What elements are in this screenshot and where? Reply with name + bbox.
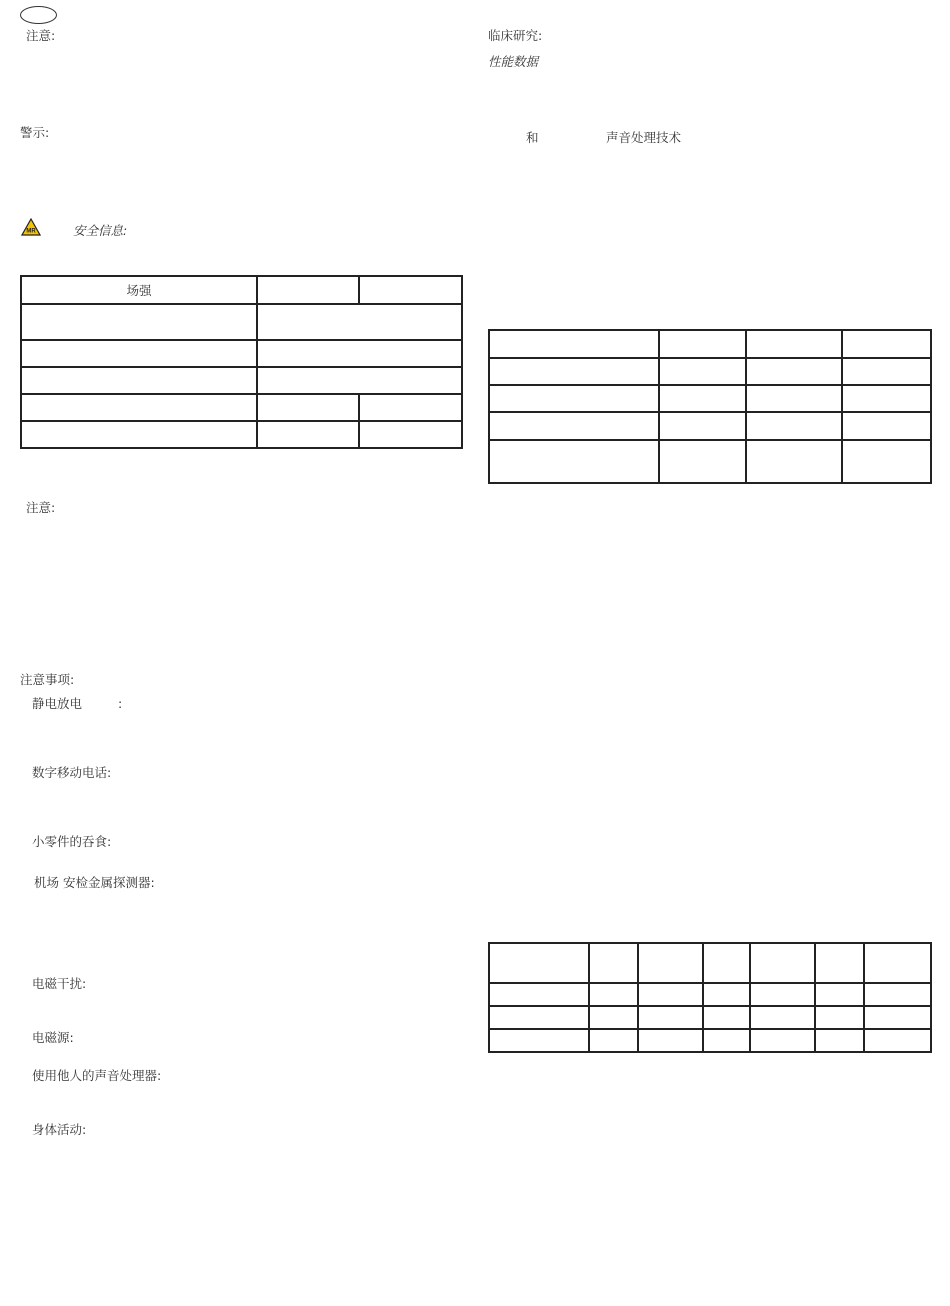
physical-activity-label: 身体活动: (32, 1122, 87, 1137)
table-cell (746, 385, 842, 412)
table-cell (750, 1029, 815, 1052)
esd-colon: : (118, 696, 123, 711)
table-cell (703, 983, 750, 1006)
table-cell (638, 943, 703, 983)
table-cell (489, 943, 589, 983)
table-cell (489, 983, 589, 1006)
digital-mobile-label: 数字移动电话: (32, 765, 112, 780)
table-cell (257, 394, 359, 421)
table-header-field-strength: 场强 (21, 276, 257, 304)
table-cell (703, 1006, 750, 1029)
table-cell (489, 1029, 589, 1052)
table-cell (815, 1006, 864, 1029)
table-cell (659, 412, 746, 440)
performance-data-label: 性能数据 (488, 54, 539, 69)
table-cell (659, 440, 746, 483)
table-cell (703, 943, 750, 983)
table-cell (489, 1006, 589, 1029)
table-row (21, 367, 462, 394)
table-cell (638, 1006, 703, 1029)
warning-label: 警示: (20, 125, 50, 140)
table-cell (842, 412, 931, 440)
table-row (21, 276, 462, 304)
table-cell (659, 330, 746, 358)
table-cell (864, 983, 931, 1006)
table-cell (746, 330, 842, 358)
table-cell (750, 1006, 815, 1029)
table-row (489, 358, 931, 385)
table-cell (638, 1029, 703, 1052)
table-row (21, 421, 462, 448)
table-cell (750, 943, 815, 983)
table-cell (489, 385, 659, 412)
table-cell (21, 421, 257, 448)
safety-info-label: 安全信息: (73, 223, 128, 238)
table-cell (815, 943, 864, 983)
table-cell (864, 943, 931, 983)
table-cell (659, 385, 746, 412)
table-cell (815, 983, 864, 1006)
sound-processing-label: 声音处理技术 (606, 130, 682, 145)
svg-text:MR: MR (26, 228, 36, 235)
table-row (489, 943, 931, 983)
caution-label-2: 注意: (26, 500, 56, 515)
table-row (21, 340, 462, 367)
table-row (489, 330, 931, 358)
em-interference-label: 电磁干扰: (32, 976, 87, 991)
table-cell (589, 943, 638, 983)
airport-detector-label: 机场 安检金属探测器: (34, 875, 155, 890)
table-cell (21, 304, 257, 340)
table-cell (589, 1006, 638, 1029)
esd-label: 静电放电 (32, 696, 83, 711)
table-cell (638, 983, 703, 1006)
table-cell (659, 358, 746, 385)
table-cell (589, 983, 638, 1006)
precautions-title: 注意事项: (20, 672, 75, 687)
table-cell (257, 367, 462, 394)
table-cell (815, 1029, 864, 1052)
table-cell (746, 412, 842, 440)
table-row (489, 440, 931, 483)
performance-table-1 (488, 329, 932, 484)
table-cell (842, 358, 931, 385)
table-cell (489, 440, 659, 483)
table-row (489, 1029, 931, 1052)
table-cell (359, 394, 462, 421)
table-row (489, 1006, 931, 1029)
table-cell (359, 276, 462, 304)
table-cell (489, 330, 659, 358)
and-label: 和 (526, 130, 539, 145)
table-cell (746, 358, 842, 385)
table-cell (589, 1029, 638, 1052)
table-cell (257, 276, 359, 304)
table-row (21, 394, 462, 421)
table-row (489, 385, 931, 412)
small-parts-label: 小零件的吞食: (32, 834, 112, 849)
table-cell (21, 367, 257, 394)
table-cell (489, 412, 659, 440)
table-cell (842, 385, 931, 412)
table-cell (21, 394, 257, 421)
table-cell (864, 1006, 931, 1029)
table-row (489, 412, 931, 440)
table-cell (489, 358, 659, 385)
table-cell (864, 1029, 931, 1052)
table-cell (257, 421, 359, 448)
table-cell (842, 330, 931, 358)
table-row (489, 983, 931, 1006)
table-cell (703, 1029, 750, 1052)
others-processor-label: 使用他人的声音处理器: (32, 1068, 162, 1083)
performance-table-2 (488, 942, 932, 1053)
table-cell (257, 340, 462, 367)
table-row (21, 304, 462, 340)
table-cell (750, 983, 815, 1006)
table-cell (842, 440, 931, 483)
table-cell (257, 304, 462, 340)
table-cell (359, 421, 462, 448)
table-cell (21, 340, 257, 367)
caution-label-1: 注意: (26, 28, 56, 43)
page-marker-oval (20, 6, 57, 24)
table-cell (746, 440, 842, 483)
mr-conditional-icon (21, 218, 41, 236)
field-strength-table (20, 275, 463, 449)
clinical-study-label: 临床研究: (488, 28, 543, 43)
em-source-label: 电磁源: (32, 1030, 74, 1045)
